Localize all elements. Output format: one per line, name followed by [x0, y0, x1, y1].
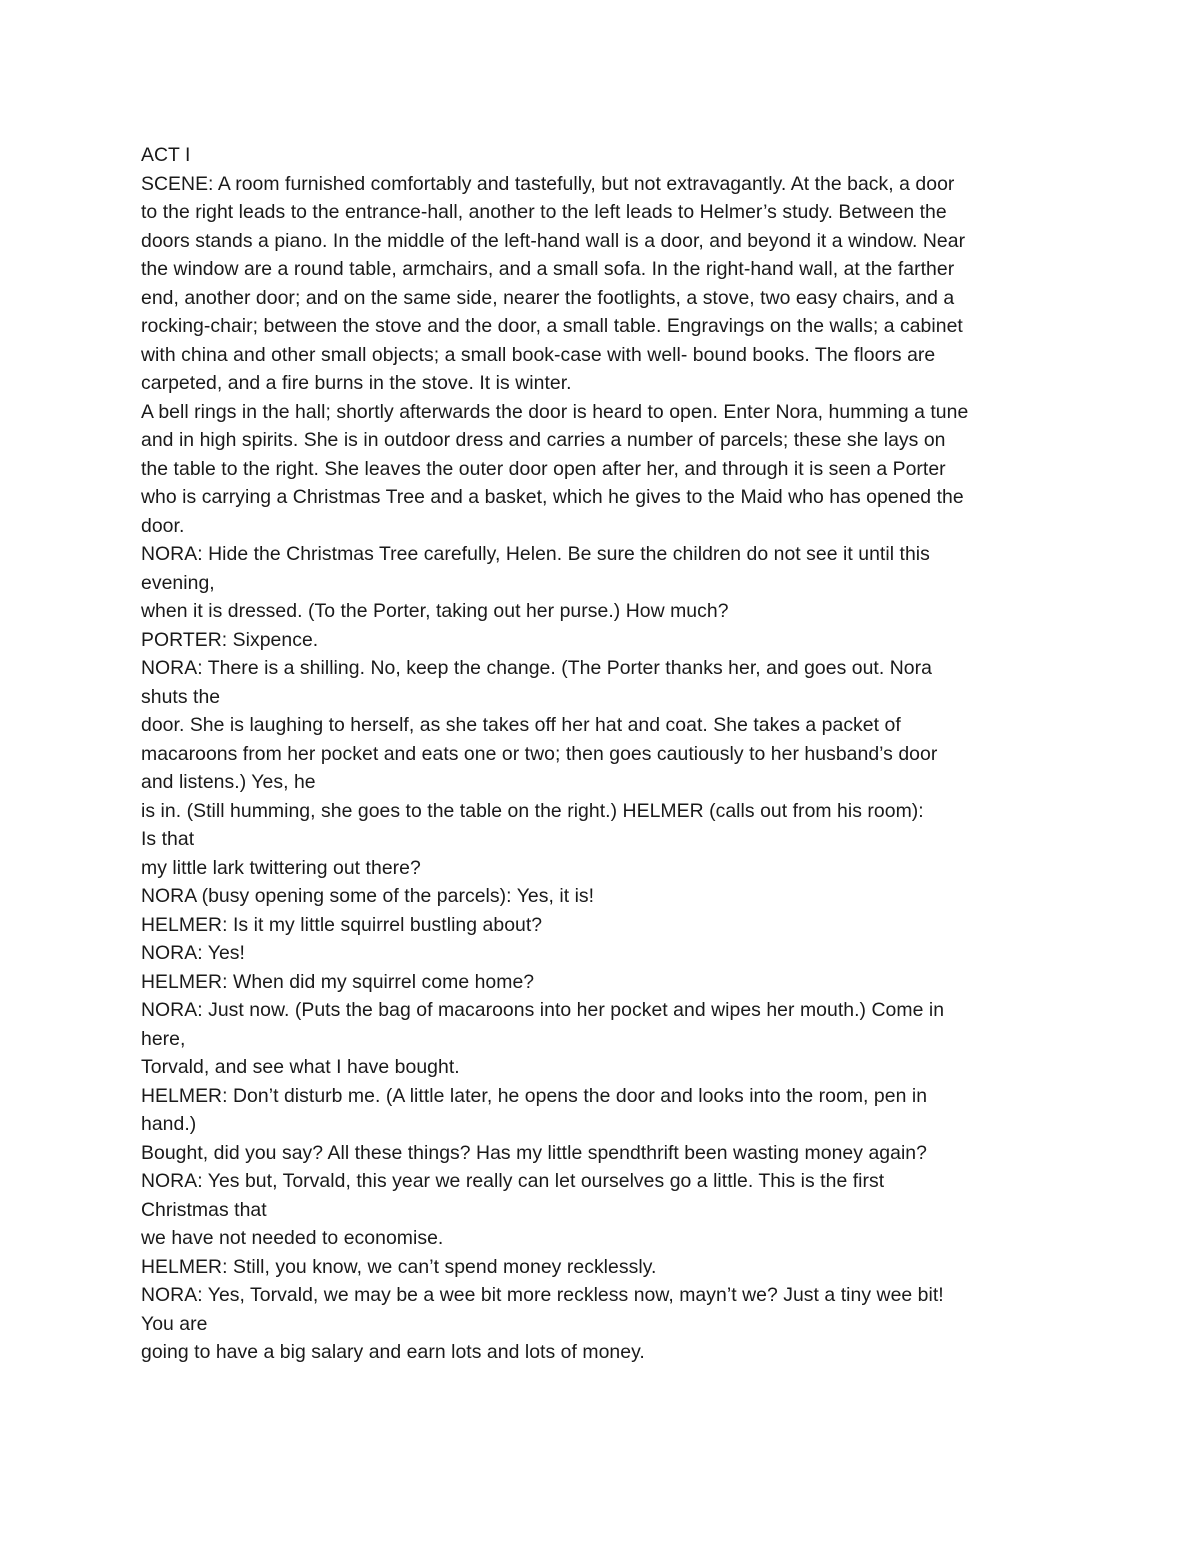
text-line: Bought, did you say? All these things? Has my little spendthrift been wasting money again? [141, 1141, 927, 1164]
text-line: who is carrying a Christmas Tree and a basket, which he gives to the Maid who has opened the [141, 486, 964, 508]
text-line: evening, [141, 571, 215, 594]
text-line: my little lark twittering out there? [141, 856, 421, 879]
text-line: A bell rings in the hall; shortly afterwards the door is heard to open. Enter Nora, humming a tune [141, 400, 969, 423]
text-line: HELMER: Still, you know, we can’t spend money recklessly. [141, 1255, 657, 1278]
text-line: NORA: There is a shilling. No, keep the change. (The Porter thanks her, and goes out. Nora [141, 657, 932, 679]
text-line: the table to the right. She leaves the outer door open after her, and through it is seen a Porter [141, 457, 946, 480]
text-line: NORA: Hide the Christmas Tree carefully, Helen. Be sure the children do not see it until this [141, 543, 930, 565]
text-line: NORA: Yes, Torvald, we may be a wee bit more reckless now, mayn’t we? Just a tiny wee bit! [141, 1284, 944, 1306]
text-line: hand.) [141, 1113, 197, 1135]
text-line: HELMER: Don’t disturb me. (A little later, he opens the door and looks into the room, pen in [141, 1084, 928, 1107]
text-line: PORTER: Sixpence. [141, 628, 319, 651]
text-line: we have not needed to economise. [141, 1227, 444, 1249]
act-heading: ACT I [141, 144, 191, 166]
text-line: Christmas that [141, 1198, 267, 1221]
text-line: NORA: Just now. (Puts the bag of macaroons into her pocket and wipes her mouth.) Come in [141, 999, 945, 1021]
text-line: Torvald, and see what I have bought. [141, 1056, 460, 1078]
text-line: shuts the [141, 685, 221, 708]
text-line: Is that [141, 828, 195, 850]
text-line: here, [141, 1027, 186, 1050]
text-line: door. [141, 514, 185, 537]
text-line: and listens.) Yes, he [141, 771, 316, 793]
text-line: when it is dressed. (To the Porter, taking out her purse.) How much? [141, 600, 729, 622]
text-line: and in high spirits. She is in outdoor dress and carries a number of parcels; these she lays on [141, 429, 946, 451]
text-line: NORA: Yes! [141, 942, 245, 964]
text-line: end, another door; and on the same side, nearer the footlights, a stove, two easy chairs, and a [141, 286, 955, 309]
text-line: NORA: Yes but, Torvald, this year we really can let ourselves go a little. This is the first [141, 1170, 885, 1192]
text-line: macaroons from her pocket and eats one or two; then goes cautiously to her husband’s door [141, 742, 938, 765]
text-line: door. She is laughing to herself, as she takes off her hat and coat. She takes a packet of [141, 714, 901, 736]
text-line: rocking-chair; between the stove and the door, a small table. Engravings on the walls; a cabinet [141, 315, 963, 337]
text-line: is in. (Still humming, she goes to the table on the right.) HELMER (calls out from his room): [141, 799, 924, 822]
text-line: HELMER: Is it my little squirrel bustling about? [141, 913, 543, 936]
text-line: NORA (busy opening some of the parcels): Yes, it is! [141, 885, 595, 907]
text-line: carpeted, and a fire burns in the stove. It is winter. [141, 372, 572, 394]
text-line: going to have a big salary and earn lots and lots of money. [141, 1341, 645, 1363]
document-page [141, 141, 1066, 1367]
text-line: the window are a round table, armchairs, and a small sofa. In the right-hand wall, at the farther [141, 258, 955, 280]
text-line: HELMER: When did my squirrel come home? [141, 970, 535, 993]
text-line: with china and other small objects; a small book-case with well- bound books. The floors are [141, 343, 936, 366]
text-line: You are [141, 1312, 208, 1335]
text-line: SCENE: A room furnished comfortably and tastefully, but not extravagantly. At the back, a door [141, 172, 955, 195]
text-line: doors stands a piano. In the middle of the left-hand wall is a door, and beyond it a window. Near [141, 229, 966, 252]
text-line: to the right leads to the entrance-hall, another to the left leads to Helmer’s study. Between the [141, 201, 947, 223]
